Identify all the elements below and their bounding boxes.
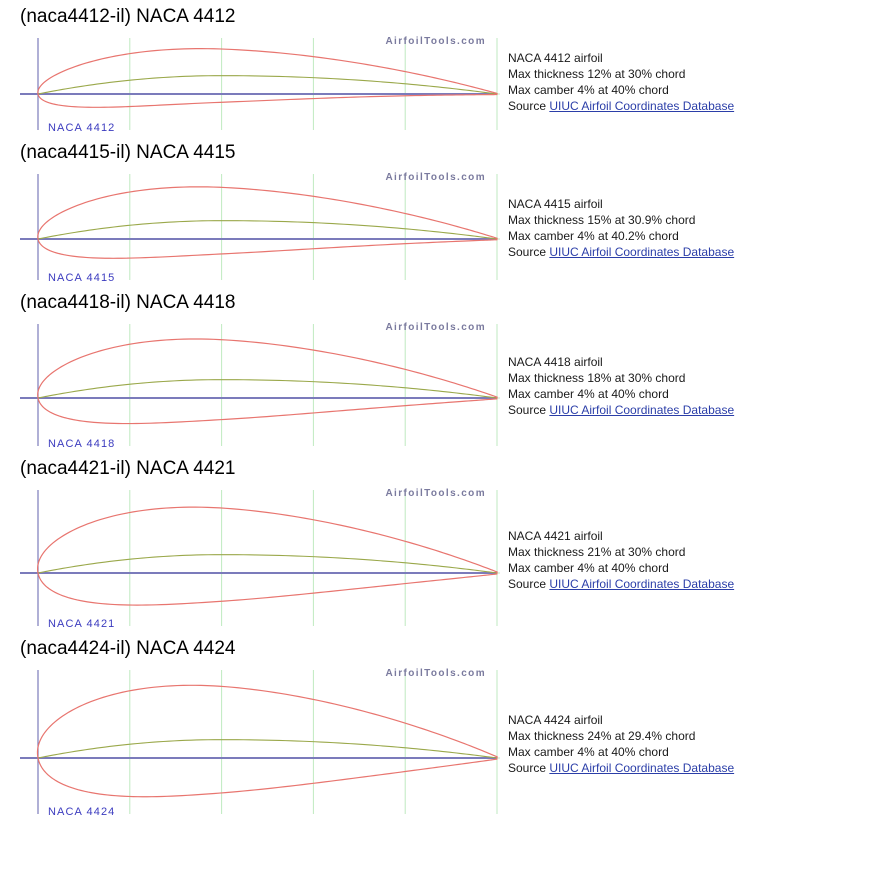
airfoil-svg [0, 664, 500, 820]
source-label: Source [508, 577, 550, 591]
airfoil-entry [0, 0, 874, 136]
airfoil-outline [38, 49, 497, 108]
entry-body [0, 32, 874, 136]
airfoil-info [500, 664, 874, 776]
airfoil-outline [37, 685, 497, 796]
airfoil-plot [0, 484, 500, 632]
mean-camber-line [38, 555, 497, 573]
mean-camber-line [38, 221, 497, 239]
max-thickness-text: Max thickness 15% at 30.9% chord [508, 213, 696, 227]
entry-title: (naca4412-il) NACA 4412 [20, 6, 236, 27]
airfoil-plot [0, 664, 500, 820]
source-row [508, 98, 874, 114]
uiuc-database-link[interactable]: UIUC Airfoil Coordinates Database [549, 577, 735, 591]
source-label: Source [508, 761, 550, 775]
plot-gridlines [28, 324, 500, 446]
airfoil-info [500, 32, 874, 114]
source-label: Source [508, 245, 550, 259]
watermark-text: AirfoilTools.com [385, 322, 486, 333]
mean-camber-line [38, 76, 497, 94]
airfoil-entry [0, 452, 874, 632]
mean-camber-line [38, 380, 497, 398]
mean-camber-line [38, 740, 497, 758]
airfoil-svg [0, 168, 500, 286]
source-row [508, 402, 874, 418]
airfoil-svg [0, 484, 500, 632]
entry-body [0, 664, 874, 820]
entry-body [0, 318, 874, 452]
max-thickness-text: Max thickness 12% at 30% chord [508, 67, 686, 81]
airfoil-info [500, 318, 874, 418]
max-thickness-text: Max thickness 24% at 29.4% chord [508, 729, 696, 743]
max-camber-text: Max camber 4% at 40% chord [508, 83, 669, 97]
airfoil-plot [0, 318, 500, 452]
airfoil-plot-label: NACA 4424 [48, 806, 116, 818]
airfoil-outline [38, 187, 497, 258]
watermark-text: AirfoilTools.com [385, 172, 486, 183]
uiuc-database-link[interactable]: UIUC Airfoil Coordinates Database [549, 99, 735, 113]
airfoil-plot [0, 32, 500, 136]
airfoil-svg [0, 32, 500, 136]
airfoil-name-text: NACA 4424 airfoil [508, 713, 603, 727]
entry-body [0, 484, 874, 632]
source-label: Source [508, 99, 550, 113]
airfoil-plot-wrap [0, 318, 500, 452]
airfoil-name-text: NACA 4418 airfoil [508, 355, 603, 369]
airfoil-entry [0, 136, 874, 286]
uiuc-database-link[interactable]: UIUC Airfoil Coordinates Database [549, 403, 735, 417]
airfoil-plot-wrap [0, 32, 500, 136]
airfoil-plot-label: NACA 4415 [48, 272, 116, 284]
airfoil-plot-label: NACA 4418 [48, 438, 116, 450]
source-label: Source [508, 403, 550, 417]
entry-title: (naca4415-il) NACA 4415 [20, 142, 236, 163]
max-camber-text: Max camber 4% at 40.2% chord [508, 229, 679, 243]
uiuc-database-link[interactable]: UIUC Airfoil Coordinates Database [549, 245, 735, 259]
watermark-text: AirfoilTools.com [385, 36, 486, 47]
airfoil-name-text: NACA 4415 airfoil [508, 197, 603, 211]
max-camber-text: Max camber 4% at 40% chord [508, 561, 669, 575]
source-row [508, 576, 874, 592]
source-row [508, 244, 874, 260]
watermark-text: AirfoilTools.com [385, 488, 486, 499]
airfoil-entry [0, 632, 874, 820]
max-thickness-text: Max thickness 18% at 30% chord [508, 371, 686, 385]
entry-title: (naca4421-il) NACA 4421 [20, 458, 236, 479]
max-camber-text: Max camber 4% at 40% chord [508, 745, 669, 759]
airfoil-svg [0, 318, 500, 452]
airfoil-name-text: NACA 4421 airfoil [508, 529, 603, 543]
max-thickness-text: Max thickness 21% at 30% chord [508, 545, 686, 559]
entry-body [0, 168, 874, 286]
airfoil-plot-wrap [0, 168, 500, 286]
plot-gridlines [28, 490, 500, 626]
airfoil-plot-label: NACA 4412 [48, 122, 116, 134]
airfoil-info [500, 484, 874, 592]
airfoil-plot-label: NACA 4421 [48, 618, 116, 630]
source-row [508, 760, 874, 776]
airfoil-plot-wrap [0, 484, 500, 632]
watermark-text: AirfoilTools.com [385, 668, 486, 679]
airfoil-plot [0, 168, 500, 286]
entry-title: (naca4418-il) NACA 4418 [20, 292, 236, 313]
airfoil-outline [38, 339, 497, 424]
plot-gridlines [28, 670, 500, 814]
airfoil-info [500, 168, 874, 260]
airfoil-entry [0, 286, 874, 452]
uiuc-database-link[interactable]: UIUC Airfoil Coordinates Database [549, 761, 735, 775]
airfoil-outline [38, 507, 498, 605]
airfoil-plot-wrap [0, 664, 500, 820]
max-camber-text: Max camber 4% at 40% chord [508, 387, 669, 401]
entry-title: (naca4424-il) NACA 4424 [20, 638, 236, 659]
airfoil-name-text: NACA 4412 airfoil [508, 51, 603, 65]
